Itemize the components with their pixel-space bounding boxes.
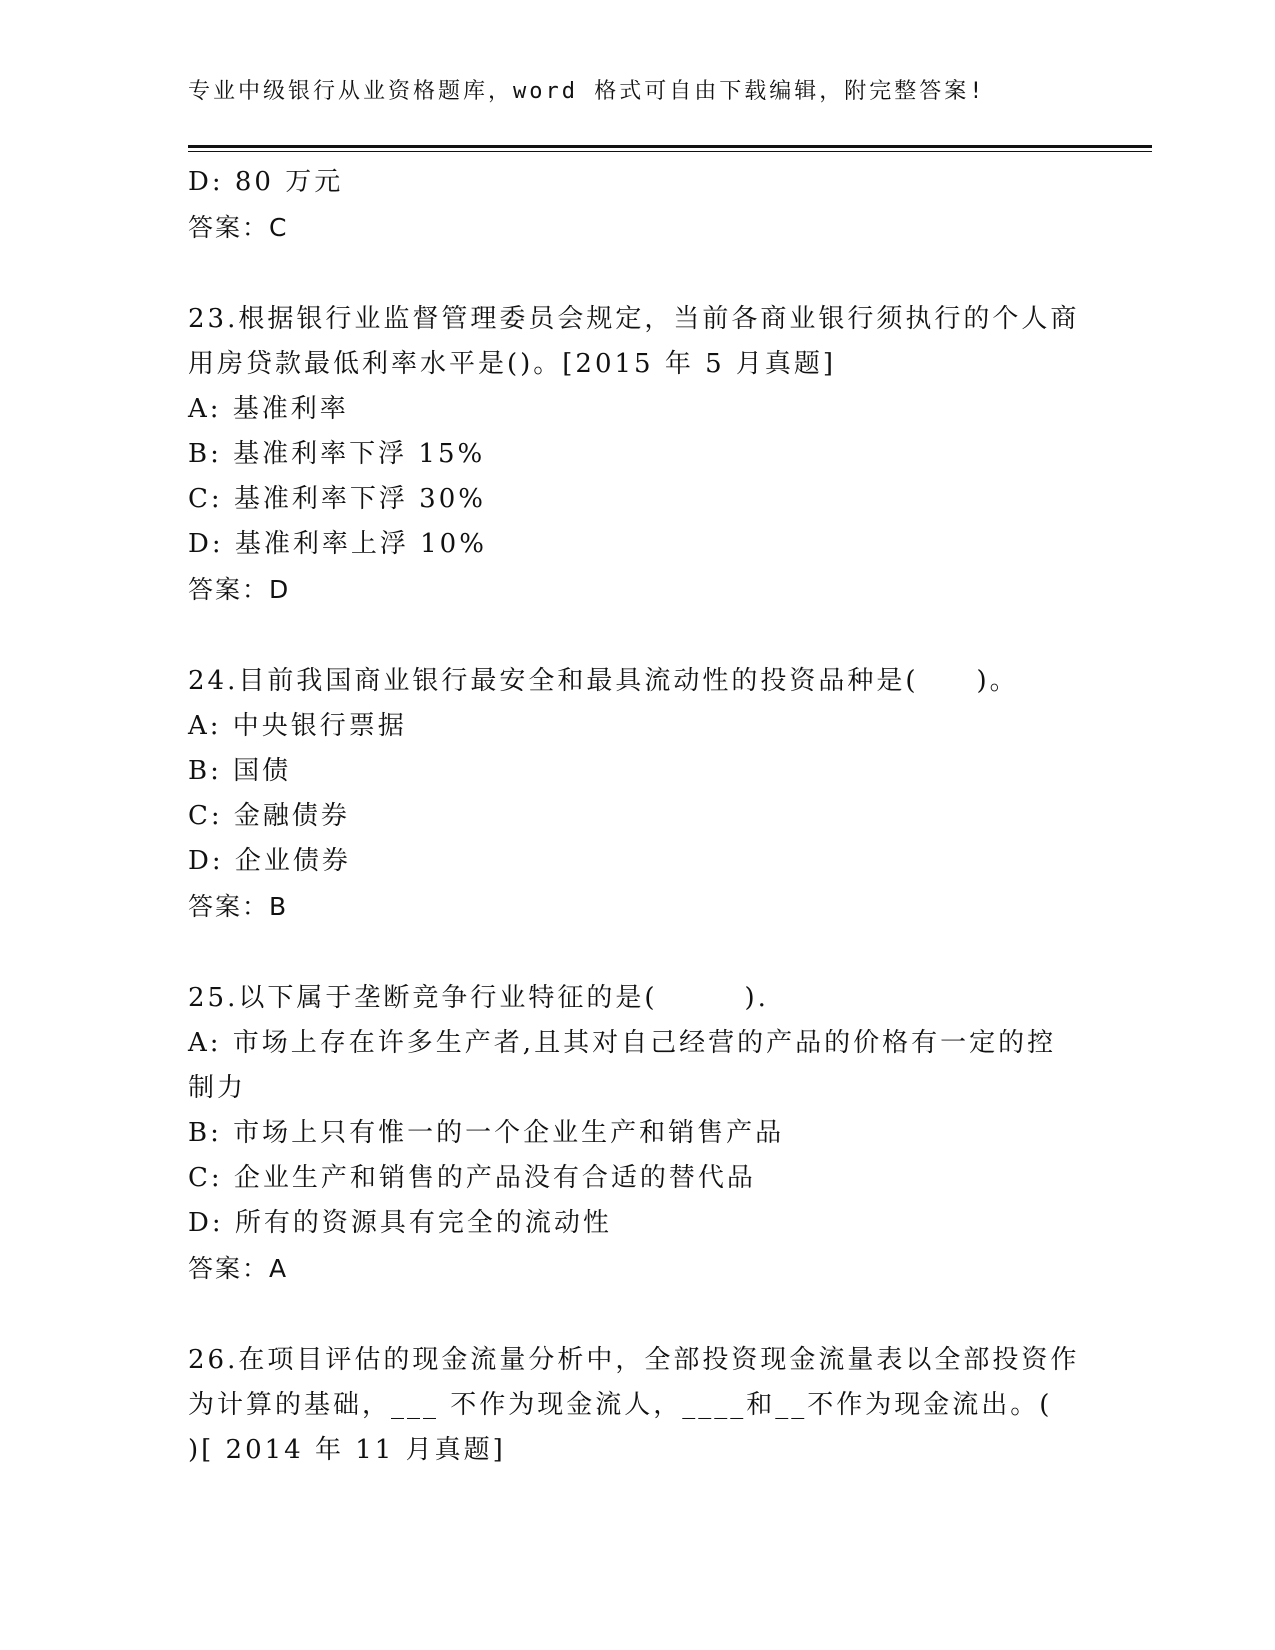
spacer [188, 1291, 1088, 1338]
spacer [188, 250, 1088, 297]
answer-line: 答案：D [188, 575, 291, 604]
text-line: )[ 2014 年 11 月真题] [188, 1435, 506, 1465]
text-line: C: 基准利率下浮 30% [188, 484, 486, 514]
text-line: D: 所有的资源具有完全的流动性 [188, 1208, 612, 1238]
text-line: B: 国债 [188, 756, 292, 786]
text-line: 用房贷款最低利率水平是()。[2015 年 5 月真题] [188, 349, 837, 379]
text-line: A: 基准利率 [188, 394, 349, 424]
text-line: B: 市场上只有惟一的一个企业生产和销售产品 [188, 1118, 785, 1148]
text-line: D: 基准利率上浮 10% [188, 529, 487, 559]
page-header: 专业中级银行从业资格题库，word 格式可自由下载编辑，附完整答案! [188, 79, 986, 104]
answer-line: 答案：C [188, 213, 289, 242]
text-line: C: 企业生产和销售的产品没有合适的替代品 [188, 1163, 756, 1193]
text-line: 制力 [188, 1073, 247, 1103]
answer-line: 答案：B [188, 892, 289, 921]
text-line: 24.目前我国商业银行最安全和最具流动性的投资品种是( )。 [188, 666, 1019, 696]
text-line: A: 中央银行票据 [188, 711, 407, 741]
answer-line: 答案：A [188, 1254, 289, 1283]
spacer [188, 612, 1088, 659]
text-line: 26.在项目评估的现金流量分析中，全部投资现金流量表以全部投资作 [188, 1345, 1080, 1375]
text-line: C: 金融债券 [188, 801, 350, 831]
spacer [188, 929, 1088, 976]
text-line: 25.以下属于垄断竞争行业特征的是( ). [188, 983, 769, 1013]
header-rule-thin [188, 151, 1152, 152]
text-line: D: 企业债券 [188, 846, 351, 876]
header-rule-thick [188, 145, 1152, 148]
document-body [188, 160, 1088, 1473]
text-line: D: 80 万元 [188, 167, 344, 197]
text-line: 23.根据银行业监督管理委员会规定，当前各商业银行须执行的个人商 [188, 304, 1080, 334]
text-line: A: 市场上存在许多生产者,且其对自己经营的产品的价格有一定的控 [188, 1028, 1057, 1058]
text-line: B: 基准利率下浮 15% [188, 439, 486, 469]
text-line: 为计算的基础，___ 不作为现金流人，____和__不作为现金流出。( [188, 1390, 1053, 1420]
